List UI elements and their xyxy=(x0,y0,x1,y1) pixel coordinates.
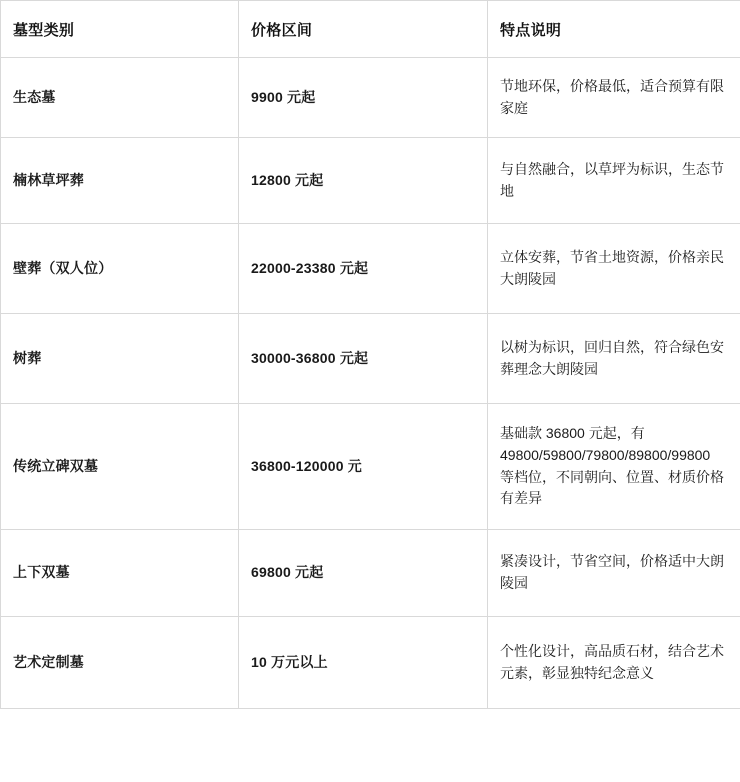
cell-note: 基础款 36800 元起，有 49800/59800/79800/89800/99800 等档位，不同朝向、位置、材质价格有差异 xyxy=(488,404,740,530)
cell-note: 立体安葬，节省土地资源，价格亲民大朗陵园 xyxy=(488,224,740,314)
table-row xyxy=(1,314,740,404)
table-header-row xyxy=(1,1,740,58)
table-row xyxy=(1,138,740,224)
column-header-category: 墓型类别 xyxy=(1,1,239,58)
table-row xyxy=(1,404,740,530)
cell-price: 9900 元起 xyxy=(239,58,488,138)
table-row xyxy=(1,617,740,709)
cell-note: 个性化设计，高品质石材，结合艺术元素，彰显独特纪念意义 xyxy=(488,617,740,709)
cell-note: 紧凑设计，节省空间，价格适中大朗陵园 xyxy=(488,530,740,617)
cell-price: 12800 元起 xyxy=(239,138,488,224)
cell-price: 36800-120000 元 xyxy=(239,404,488,530)
cell-note: 节地环保，价格最低，适合预算有限家庭 xyxy=(488,58,740,138)
cell-note: 与自然融合，以草坪为标识，生态节地 xyxy=(488,138,740,224)
cell-category: 上下双墓 xyxy=(1,530,239,617)
cell-category: 传统立碑双墓 xyxy=(1,404,239,530)
column-header-price-range: 价格区间 xyxy=(239,1,488,58)
cell-price: 69800 元起 xyxy=(239,530,488,617)
cell-category: 艺术定制墓 xyxy=(1,617,239,709)
cell-note: 以树为标识，回归自然，符合绿色安葬理念大朗陵园 xyxy=(488,314,740,404)
table-body xyxy=(1,58,740,709)
cell-price: 22000-23380 元起 xyxy=(239,224,488,314)
column-header-features: 特点说明 xyxy=(488,1,740,58)
cell-price: 10 万元以上 xyxy=(239,617,488,709)
cell-category: 壁葬（双人位） xyxy=(1,224,239,314)
cell-category: 树葬 xyxy=(1,314,239,404)
table-header xyxy=(1,1,740,58)
cell-category: 楠林草坪葬 xyxy=(1,138,239,224)
table-row xyxy=(1,530,740,617)
table-row xyxy=(1,224,740,314)
cell-price: 30000-36800 元起 xyxy=(239,314,488,404)
cell-category: 生态墓 xyxy=(1,58,239,138)
table-row xyxy=(1,58,740,138)
